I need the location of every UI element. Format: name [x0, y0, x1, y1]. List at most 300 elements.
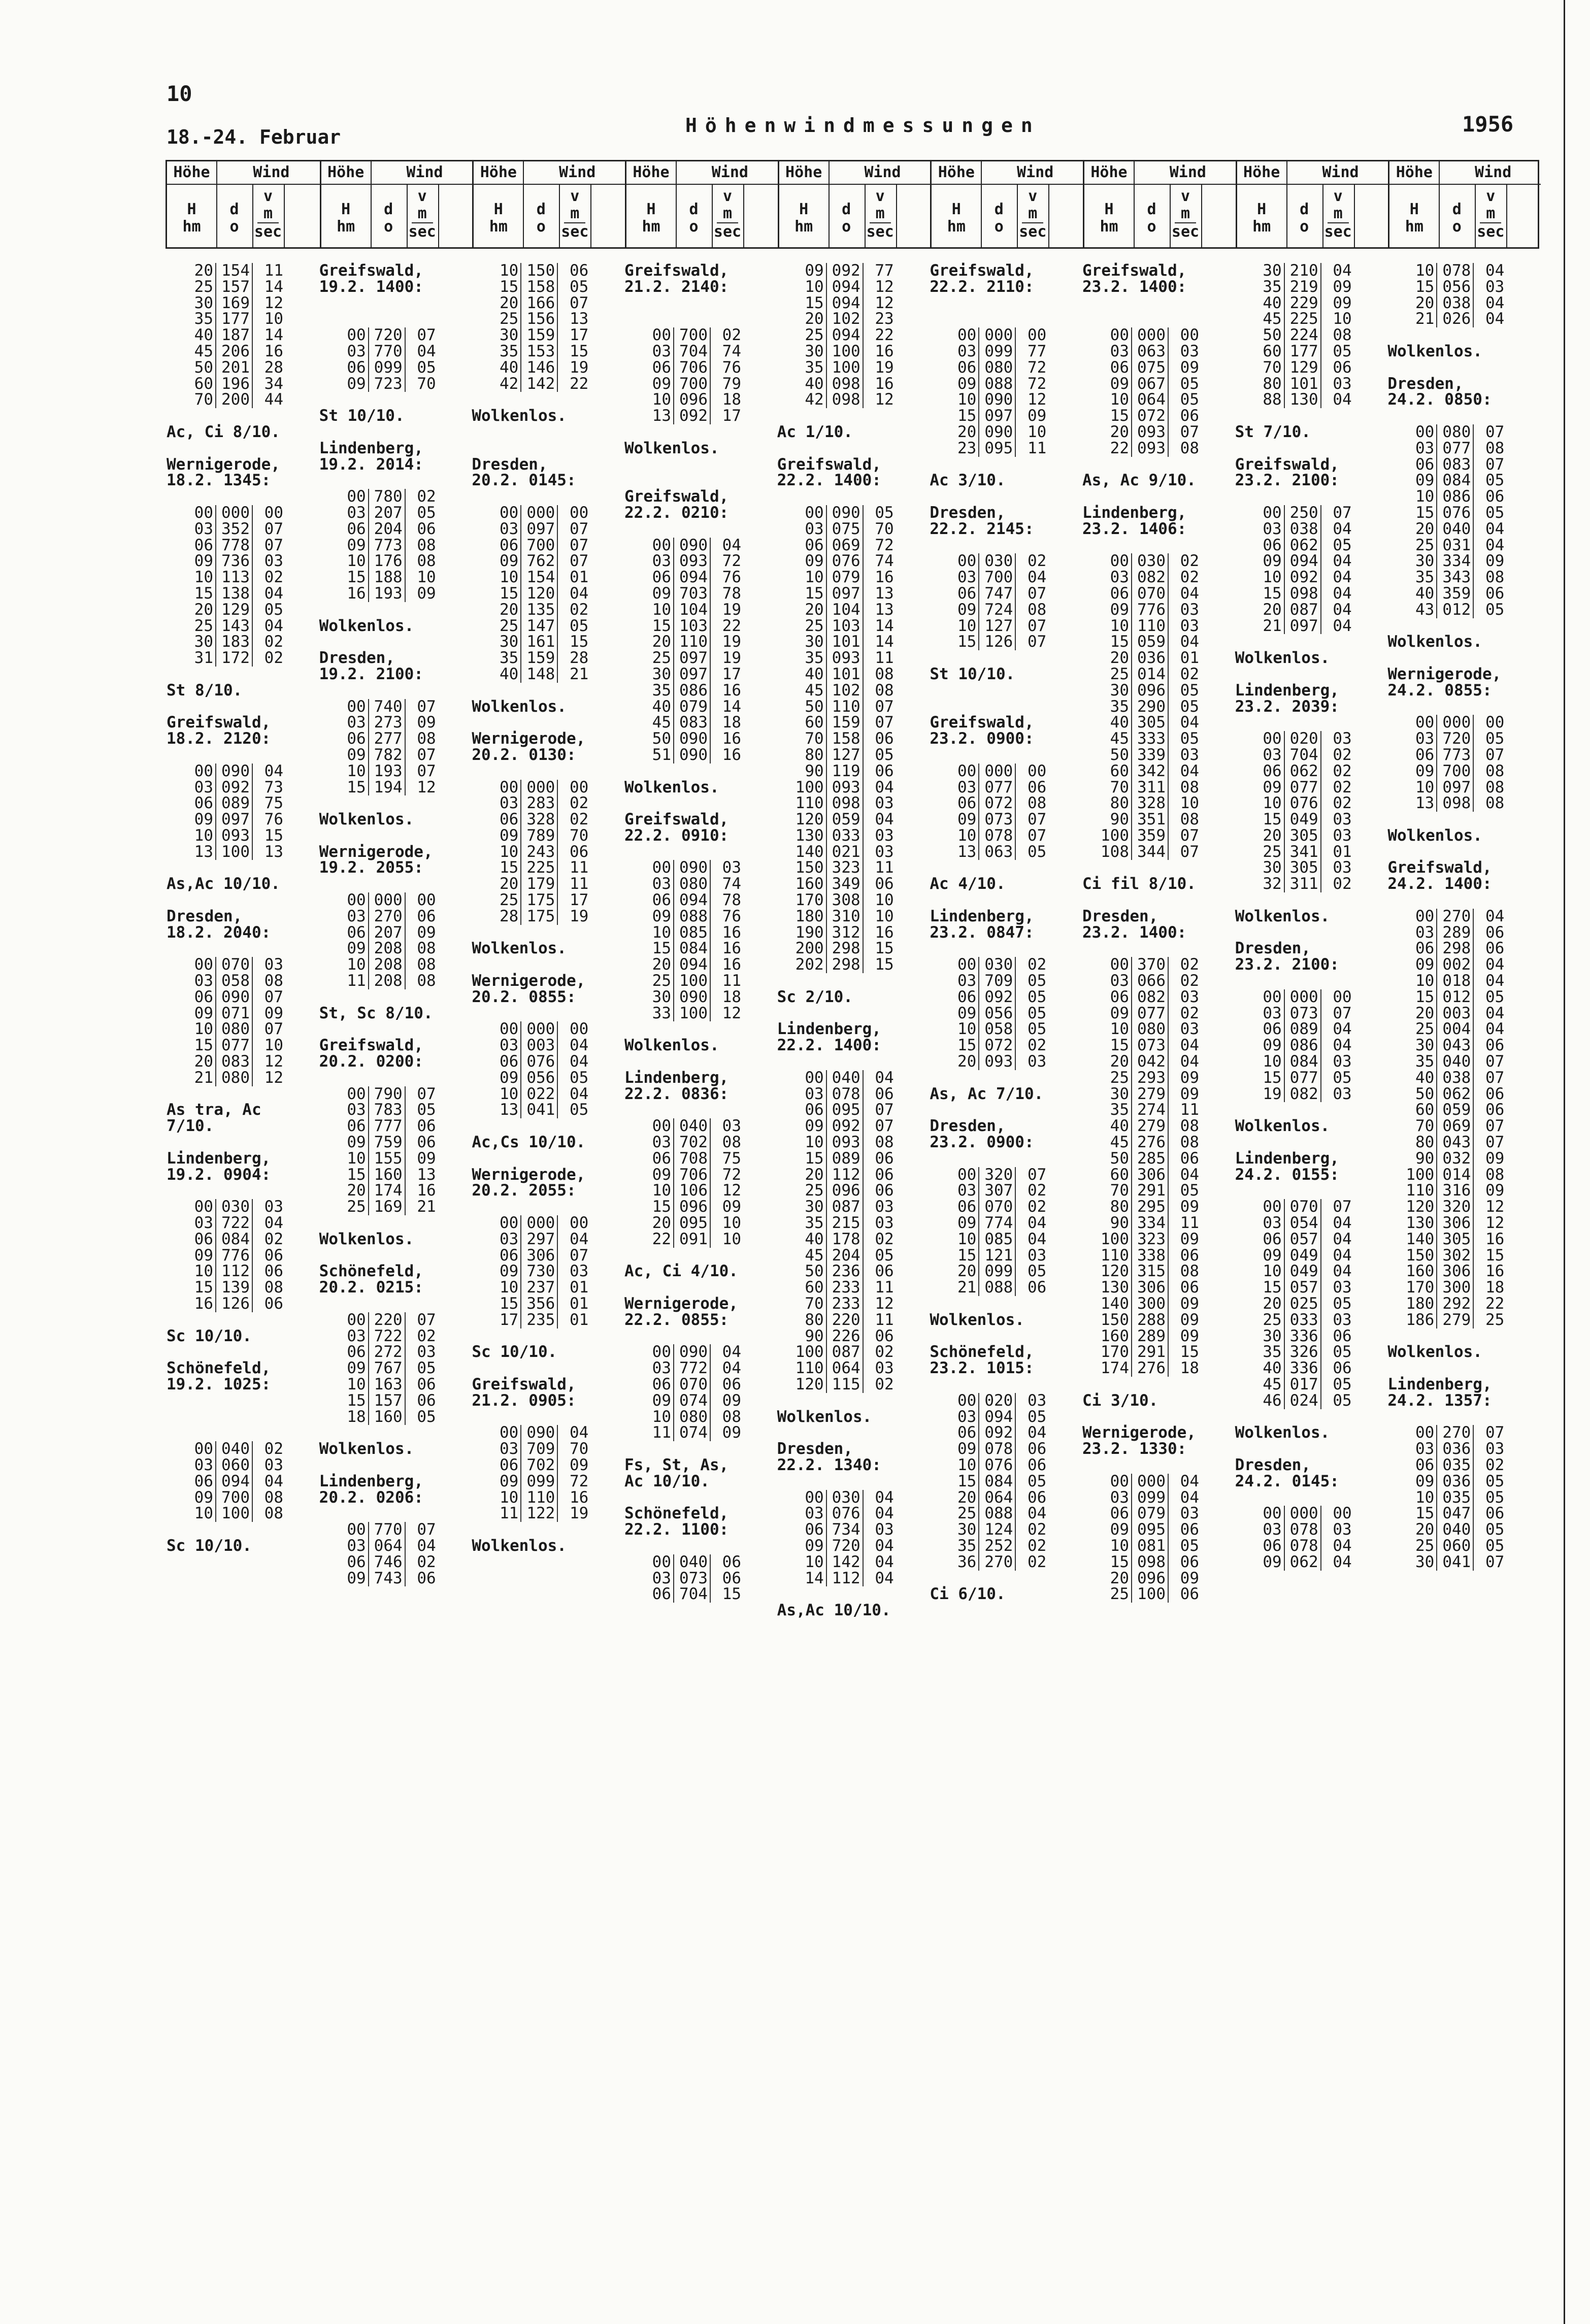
table-row: [1387, 538, 1540, 554]
table-row: [1082, 408, 1235, 424]
cell-divider: [368, 1312, 369, 1329]
cell-divider: [1131, 1538, 1132, 1554]
table-row: [319, 1102, 472, 1118]
cell-divider: [1284, 1554, 1285, 1571]
height-value: 03: [652, 1359, 671, 1378]
speed-value: 04: [1028, 1423, 1047, 1442]
cell-divider: [557, 1264, 558, 1280]
table-row: [472, 763, 624, 780]
speed-value: 07: [417, 1084, 436, 1103]
direction-value: 307: [984, 1181, 1013, 1200]
header-separator: [743, 184, 744, 247]
height-value: 10: [1263, 1262, 1282, 1281]
direction-value: 000: [984, 326, 1013, 345]
speed-value: 07: [1485, 422, 1505, 441]
height-value: 06: [652, 1585, 671, 1604]
cell-divider: [1436, 602, 1437, 618]
cell-divider: [1284, 327, 1285, 344]
header-speed-unit: v m sec: [1019, 187, 1047, 241]
data-column: [167, 263, 319, 1554]
cell-divider: [1473, 457, 1474, 473]
cell-divider: [1168, 780, 1169, 796]
table-row: [167, 1360, 319, 1377]
height-value: 03: [652, 1133, 671, 1152]
direction-value: 103: [832, 616, 860, 635]
table-row: [1082, 1474, 1235, 1490]
height-value: 30: [652, 665, 671, 683]
cell-divider: [1131, 1215, 1132, 1232]
station-label: Wolkenlos.: [624, 439, 719, 457]
height-value: 03: [347, 1536, 366, 1555]
table-row: [930, 634, 1082, 650]
table-row: [167, 570, 319, 586]
cell-divider: [1284, 1086, 1285, 1103]
speed-value: 08: [264, 1278, 283, 1297]
cell-divider: [1131, 376, 1132, 392]
table-row: [1082, 1538, 1235, 1554]
height-value: 30: [1263, 1326, 1282, 1345]
table-row: [1387, 683, 1540, 699]
direction-value: 090: [679, 729, 708, 748]
direction-value: 207: [374, 503, 403, 522]
speed-value: 02: [264, 568, 283, 587]
height-value: 06: [500, 1455, 519, 1474]
cell-divider: [1284, 1360, 1285, 1377]
table-row: [319, 957, 472, 973]
station-label: Dresden,: [319, 649, 395, 668]
cell-divider: [710, 1199, 711, 1215]
table-row: [1082, 473, 1235, 489]
direction-value: 143: [221, 616, 250, 635]
cell-divider: [1015, 1522, 1016, 1538]
cell-divider: [673, 683, 674, 699]
table-row: [1387, 279, 1540, 295]
speed-value: 02: [264, 1230, 283, 1248]
height-value: 170: [795, 891, 824, 910]
direction-value: 229: [1289, 293, 1318, 312]
speed-value: 22: [570, 374, 589, 393]
direction-value: 166: [526, 293, 555, 312]
direction-value: 100: [1137, 1585, 1166, 1604]
height-value: 10: [500, 261, 519, 280]
cell-divider: [673, 1360, 674, 1377]
table-row: [319, 1167, 472, 1183]
speed-value: 11: [875, 858, 894, 877]
table-row: [777, 1554, 930, 1571]
cell-divider: [863, 683, 864, 699]
table-row: [319, 634, 472, 650]
cell-divider: [368, 1167, 369, 1183]
header-hohe: Höhe: [1243, 163, 1280, 181]
data-column: [1082, 263, 1235, 1603]
direction-value: 057: [1289, 1278, 1318, 1297]
station-label: 19.2. 2055:: [319, 858, 423, 877]
header-top-row: [1237, 161, 1388, 185]
cell-divider: [826, 1264, 827, 1280]
height-value: 06: [1110, 987, 1129, 1006]
height-value: 60: [1263, 342, 1282, 360]
table-row: [167, 1326, 319, 1345]
height-value: 10: [805, 1552, 824, 1571]
cell-divider: [826, 650, 827, 667]
table-row: [1235, 344, 1388, 360]
cell-divider: [405, 1167, 406, 1183]
header-separator: [371, 161, 372, 184]
direction-value: 740: [374, 697, 403, 716]
direction-value: 064: [984, 1488, 1013, 1507]
station-label: 19.2. 1025:: [167, 1375, 271, 1393]
height-value: 35: [1110, 1101, 1129, 1119]
direction-value: 342: [1137, 761, 1166, 780]
direction-value: 204: [374, 519, 403, 538]
speed-value: 02: [1028, 1552, 1047, 1571]
table-row: [167, 1183, 319, 1199]
direction-value: 030: [984, 552, 1013, 571]
cell-divider: [1015, 1490, 1016, 1506]
header-hohe: Höhe: [938, 163, 975, 181]
cell-divider: [826, 263, 827, 279]
height-value: 108: [1101, 842, 1129, 861]
direction-value: 073: [679, 1569, 708, 1587]
cell-divider: [826, 1102, 827, 1118]
cell-divider: [1131, 1522, 1132, 1538]
cell-divider: [520, 844, 521, 860]
header-wind: Wind: [1169, 163, 1206, 181]
height-value: 03: [1263, 1520, 1282, 1539]
cell-divider: [1284, 844, 1285, 860]
table-row: [1387, 763, 1540, 780]
table-row: [1082, 327, 1235, 344]
cell-divider: [710, 392, 711, 408]
direction-value: 084: [1289, 1052, 1318, 1071]
direction-value: 215: [832, 1214, 860, 1233]
direction-value: 110: [832, 697, 860, 716]
height-value: 130: [1406, 1214, 1435, 1233]
cell-divider: [405, 957, 406, 973]
table-row: [930, 489, 1082, 505]
direction-value: 290: [1137, 697, 1166, 716]
speed-value: 06: [1180, 1149, 1199, 1168]
speed-value: 19: [722, 633, 741, 651]
speed-value: 10: [875, 891, 894, 910]
table-row: [1235, 876, 1388, 892]
cell-divider: [863, 1280, 864, 1296]
direction-value: 036: [1442, 1472, 1471, 1490]
direction-value: 089: [832, 1149, 860, 1168]
speed-value: 18: [722, 987, 741, 1006]
table-row: [472, 1264, 624, 1280]
direction-value: 142: [526, 374, 555, 393]
height-value: 40: [805, 1230, 824, 1248]
table-row: [472, 602, 624, 618]
header-wind: Wind: [406, 163, 443, 181]
table-row: [167, 489, 319, 505]
direction-value: 723: [374, 374, 403, 393]
direction-value: 014: [1137, 665, 1166, 683]
table-row: [777, 570, 930, 586]
cell-divider: [673, 941, 674, 957]
cell-divider: [368, 1522, 369, 1538]
cell-divider: [557, 327, 558, 344]
speed-value: 05: [1180, 1181, 1199, 1200]
speed-value: 16: [875, 342, 894, 360]
table-row: [319, 360, 472, 376]
height-value: 10: [347, 552, 366, 571]
speed-value: 08: [417, 536, 436, 554]
cell-divider: [826, 505, 827, 521]
speed-value: 08: [1180, 1262, 1199, 1281]
direction-value: 098: [832, 374, 860, 393]
height-value: 00: [652, 858, 671, 877]
cell-divider: [1284, 570, 1285, 586]
cell-divider: [1436, 780, 1437, 796]
speed-value: 00: [570, 1214, 589, 1233]
table-row: [472, 925, 624, 941]
table-row: [472, 457, 624, 473]
speed-value: 04: [1180, 1488, 1199, 1507]
cell-divider: [1473, 1474, 1474, 1490]
height-value: 06: [194, 1472, 213, 1490]
speed-value: 75: [722, 1149, 741, 1168]
table-row: [777, 457, 930, 473]
speed-value: 05: [1485, 1488, 1505, 1507]
height-value: 10: [1415, 1488, 1435, 1507]
table-row: [1235, 1232, 1388, 1248]
table-row: [777, 279, 930, 295]
height-value: 20: [957, 422, 977, 441]
table-row: [930, 327, 1082, 344]
cell-divider: [1473, 973, 1474, 989]
direction-value: 121: [984, 1246, 1013, 1265]
cell-divider: [215, 780, 216, 796]
height-value: 40: [194, 326, 213, 345]
cell-divider: [978, 1215, 979, 1232]
table-row: [930, 844, 1082, 860]
cell-divider: [978, 327, 979, 344]
cell-divider: [1131, 1296, 1132, 1312]
direction-value: 789: [526, 826, 555, 845]
table-row: [1387, 731, 1540, 747]
direction-value: 091: [679, 1230, 708, 1248]
height-value: 15: [652, 1198, 671, 1216]
cell-divider: [1473, 1425, 1474, 1441]
cell-divider: [1015, 1006, 1016, 1022]
cell-divider: [673, 957, 674, 973]
table-row: [1387, 327, 1540, 344]
speed-value: 74: [722, 342, 741, 360]
cell-divider: [252, 1006, 253, 1022]
cell-divider: [520, 263, 521, 279]
speed-value: 06: [570, 842, 589, 861]
speed-value: 05: [1485, 471, 1505, 490]
table-row: [1082, 763, 1235, 780]
cell-divider: [557, 311, 558, 327]
cell-divider: [557, 1506, 558, 1522]
cell-divider: [520, 311, 521, 327]
speed-value: 06: [722, 1569, 741, 1587]
cell-divider: [520, 1102, 521, 1118]
table-row: [1082, 1344, 1235, 1360]
direction-value: 000: [1442, 713, 1471, 732]
height-value: 03: [652, 552, 671, 571]
table-row: [1387, 1021, 1540, 1038]
speed-value: 76: [722, 358, 741, 377]
cell-divider: [1320, 618, 1321, 635]
cell-divider: [405, 715, 406, 731]
speed-value: 10: [1028, 422, 1047, 441]
table-row: [930, 457, 1082, 473]
table-row: [319, 795, 472, 812]
cell-divider: [826, 1296, 827, 1312]
speed-value: 28: [570, 649, 589, 668]
header-group: [1388, 161, 1541, 247]
cell-divider: [252, 634, 253, 650]
cell-divider: [1015, 1054, 1016, 1070]
direction-value: 305: [1289, 826, 1318, 845]
direction-value: 349: [832, 875, 860, 893]
table-row: [624, 1393, 777, 1409]
direction-value: 063: [1137, 342, 1166, 360]
speed-value: 03: [1028, 1246, 1047, 1265]
table-row: [1235, 1360, 1388, 1377]
cell-divider: [863, 909, 864, 925]
cell-divider: [1284, 1538, 1285, 1554]
table-row: [472, 1135, 624, 1151]
table-row: [319, 408, 472, 424]
table-row: [1235, 376, 1388, 392]
table-row: [1235, 1296, 1388, 1312]
table-row: [1387, 344, 1540, 360]
height-value: 170: [1406, 1278, 1435, 1297]
cell-divider: [673, 1183, 674, 1199]
cell-divider: [710, 1377, 711, 1393]
direction-value: 093: [832, 1133, 860, 1152]
speed-value: 07: [417, 761, 436, 780]
cell-divider: [405, 376, 406, 392]
speed-value: 04: [1028, 1504, 1047, 1523]
station-label: Greifswald,: [319, 261, 423, 280]
height-value: 15: [957, 1036, 977, 1055]
direction-value: 147: [526, 616, 555, 635]
direction-value: 021: [832, 842, 860, 861]
speed-value: 00: [1180, 326, 1199, 345]
height-value: 15: [500, 584, 519, 603]
table-row: [167, 812, 319, 828]
height-value: 10: [652, 600, 671, 619]
table-row: [1082, 457, 1235, 473]
header-height-unit: H hm: [947, 201, 966, 236]
height-value: 13: [500, 1101, 519, 1119]
speed-value: 16: [722, 955, 741, 974]
station-label: Dresden,: [1235, 1455, 1311, 1474]
height-value: 11: [347, 972, 366, 990]
direction-value: 099: [984, 1262, 1013, 1281]
height-value: 10: [347, 955, 366, 974]
height-value: 50: [1110, 745, 1129, 764]
cell-divider: [557, 1490, 558, 1506]
direction-value: 054: [1289, 1214, 1318, 1233]
table-row: [624, 505, 777, 521]
cell-divider: [710, 634, 711, 650]
direction-value: 700: [221, 1488, 250, 1507]
height-value: 06: [1263, 1020, 1282, 1039]
speed-value: 06: [1180, 1552, 1199, 1571]
cell-divider: [863, 279, 864, 295]
table-row: [1235, 763, 1388, 780]
cell-divider: [1284, 1264, 1285, 1280]
cell-divider: [252, 795, 253, 812]
cell-divider: [1436, 763, 1437, 780]
table-row: [1082, 1038, 1235, 1054]
table-row: [1387, 457, 1540, 473]
speed-value: 03: [570, 1262, 589, 1281]
table-row: [930, 941, 1082, 957]
table-row: [1235, 1183, 1388, 1199]
cell-divider: [673, 1151, 674, 1167]
table-row: [472, 1280, 624, 1296]
height-value: 00: [500, 778, 519, 796]
table-row: [319, 489, 472, 505]
height-value: 15: [957, 1472, 977, 1490]
speed-value: 06: [264, 1246, 283, 1265]
station-label: As,Ac 10/10.: [777, 1601, 891, 1620]
direction-value: 030: [1137, 552, 1166, 571]
table-row: [1387, 650, 1540, 667]
speed-value: 04: [1333, 1230, 1352, 1248]
header-speed-unit: v m sec: [408, 187, 436, 241]
height-value: 20: [957, 1262, 977, 1281]
data-column: [930, 263, 1082, 1603]
cell-divider: [1015, 844, 1016, 860]
cell-divider: [1168, 327, 1169, 344]
cell-divider: [557, 618, 558, 635]
cell-divider: [1131, 1280, 1132, 1296]
table-row: [1387, 1409, 1540, 1425]
table-row: [624, 1248, 777, 1264]
direction-value: 175: [526, 907, 555, 925]
height-value: 20: [652, 633, 671, 651]
speed-value: 00: [570, 778, 589, 796]
height-value: 25: [957, 1504, 977, 1523]
height-value: 21: [1415, 310, 1435, 328]
cell-divider: [215, 263, 216, 279]
cell-divider: [826, 360, 827, 376]
cell-divider: [368, 327, 369, 344]
table-row: [319, 553, 472, 570]
height-value: 03: [957, 568, 977, 587]
height-value: 09: [347, 1133, 366, 1152]
height-value: 00: [1110, 552, 1129, 571]
cell-divider: [520, 538, 521, 554]
height-value: 03: [1263, 1214, 1282, 1233]
cell-divider: [557, 780, 558, 796]
table-row: [930, 1296, 1082, 1312]
table-row: [777, 1086, 930, 1103]
cell-divider: [557, 263, 558, 279]
table-row: [167, 602, 319, 618]
cell-divider: [1320, 327, 1321, 344]
cell-divider: [1168, 1086, 1169, 1103]
cell-divider: [826, 392, 827, 408]
direction-value: 096: [1137, 681, 1166, 700]
table-row: [1387, 1425, 1540, 1441]
height-value: 100: [1101, 826, 1129, 845]
header-speed-unit: v m sec: [1324, 187, 1352, 241]
table-row: [472, 634, 624, 650]
speed-value: 07: [1180, 422, 1199, 441]
table-row: [319, 473, 472, 489]
direction-value: 305: [1289, 858, 1318, 877]
